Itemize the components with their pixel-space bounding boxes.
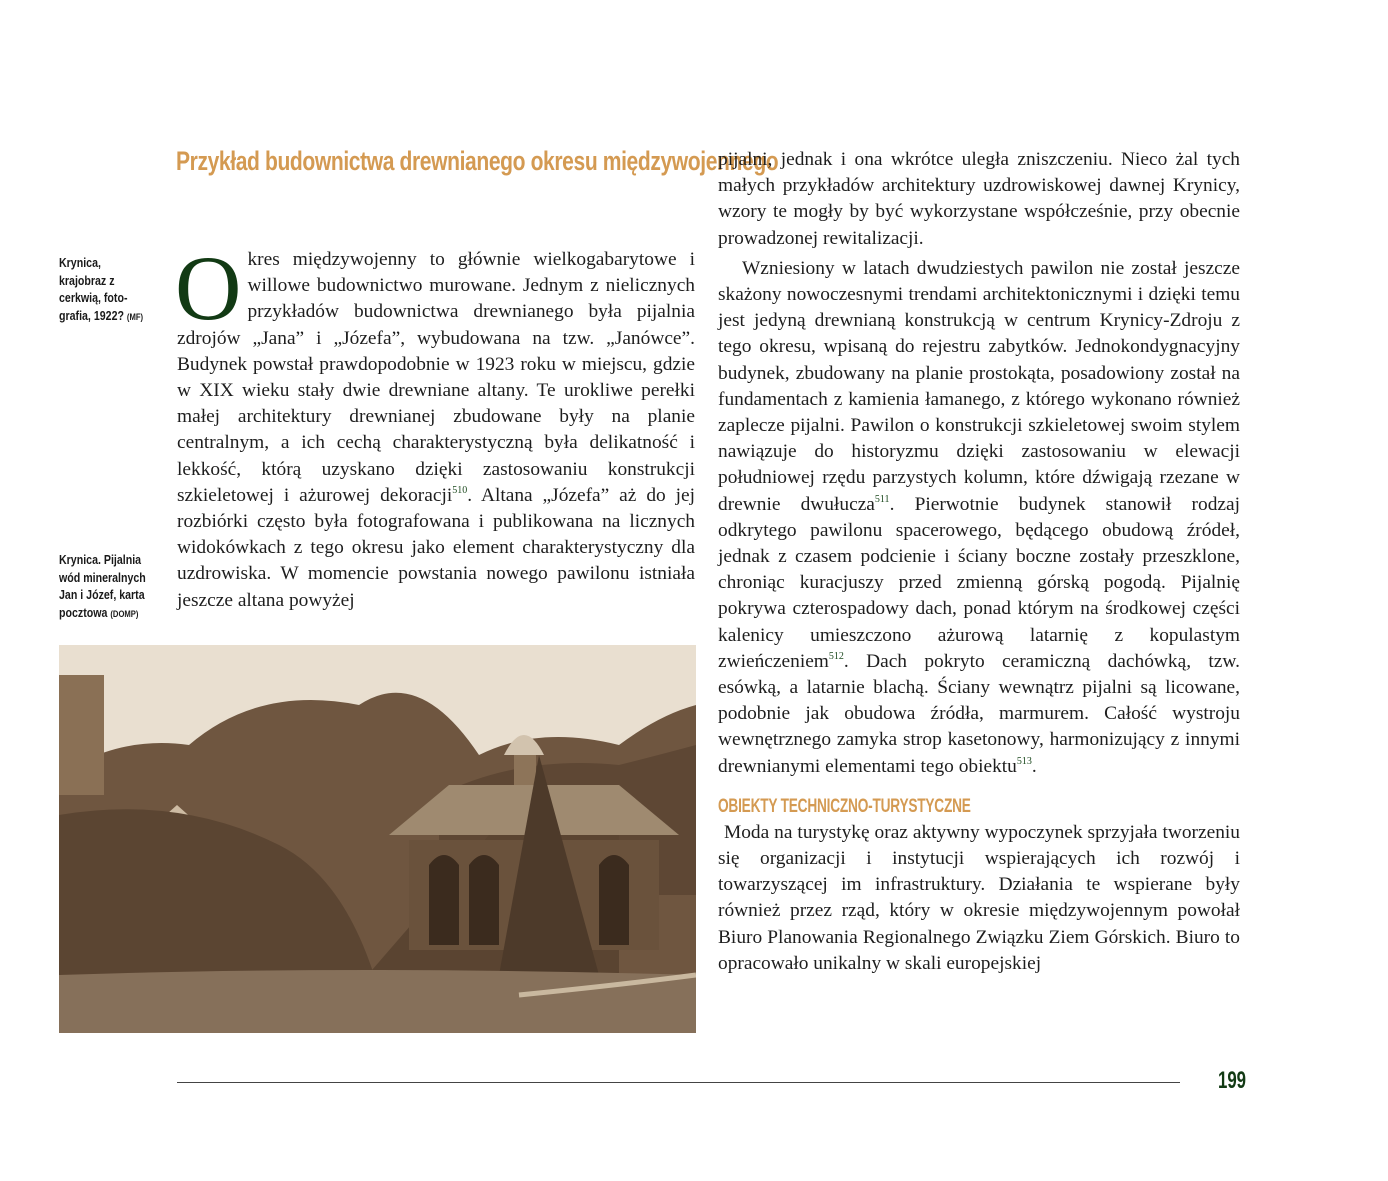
caption-text: Krynica, krajobraz z cerkwią, foto-grafia, 1922?	[59, 256, 128, 323]
footnote-ref-511[interactable]: 511	[874, 493, 890, 505]
footer-rule	[177, 1082, 1180, 1083]
paragraph	[718, 256, 1240, 780]
paragraph-text: Wzniesiony w latach dwudziestych pawilon nie został jeszcze skażony nowoczesnymi trendami architektonicznymi i dzięki temu jest jedyną drewnianą konstrukcją w centrum Krynicy-Zdroju z tego okresu, wpisaną do rejestru zabytków. Jednokondygnacyjny budynek, zbudowany na planie prostokąta, posadowiony został na fundamentach z kamienia łamanego, z którego wykonano również zaplecze pijalni. Pawilon o konstrukcji szkieletowej swoim stylem nawiązuje do historyzmu dzięki zastosowaniu w elewacji południowej rzędu parzystych kolumn, które dźwigają rzezane w drewnie dwułucza	[718, 257, 1240, 515]
right-text-column	[718, 147, 1240, 977]
paragraph	[175, 237, 695, 614]
paragraph-text: . Pierwotnie budynek stanowił rodzaj odkrytego pawilonu spacerowego, będącego obudową źródeł, jednak z czasem podcienie i ściany boczne zostały przeszklone, chroniąc kuracjuszy przed zmienną górską pogodą. Pijalnię pokrywa czterospadowy dach, ponad którym na środkowej części kalenicy umieszczono ażurową latarnię z kopulastym zwieńczeniem	[718, 493, 1240, 672]
paragraph-text: . Dach pokryto ceramiczną dachówką, tzw. esówką, a latarnie blachą. Ściany wewnątrz pijalni są licowane, podobnie jak obudowa źródła, marmurem. Całość wystroju wewnętrznego zamyka strop kasetonowy, harmonizujący z innymi drewnianymi elementami tego obiektu	[718, 650, 1240, 777]
page-number: 199	[1218, 1067, 1247, 1094]
photo-caption-2	[59, 552, 148, 623]
footnote-ref-510[interactable]: 510	[452, 484, 468, 496]
paragraph-text: kres międzywojenny to głównie wielkogabarytowe i willowe budownictwo murowane. Jednym z nielicznych przykładów budownictwa drewnianego była pijalnia zdrojów „Jana” i „Józefa”, wybudowana na tzw. „Janówce”. Budynek powstał prawdopodobnie w 1923 roku w miejscu, gdzie w XIX wieku stały dwie drewniane altany. Te urokliwe perełki małej architektury drewnianej zbudowane były na planie centralnym, a ich cechą charakterystyczną była delikatność i lekkość, którą uzyskano dzięki zastosowaniu konstrukcji szkieletowej i ażurowej dekoracji	[177, 249, 695, 506]
footnote-ref-512[interactable]: 512	[828, 650, 844, 662]
caption-source: (DOMP)	[110, 608, 139, 619]
caption-text: Krynica. Pijalnia wód mineralnych Jan i Józef, karta pocztowa	[59, 553, 146, 620]
footnote-ref-513[interactable]: 513	[1016, 755, 1032, 767]
section-heading: Przykład budownictwa drewnianego okresu międzywojennego	[176, 146, 779, 176]
photo-illustration	[59, 645, 696, 1033]
drop-cap: O	[175, 237, 242, 339]
paragraph-text: .	[1031, 755, 1037, 777]
caption-source: (MF)	[126, 311, 144, 322]
paragraph: Moda na turystykę oraz aktywny wypoczynek sprzyjała tworzeniu się organizacji i instytucji wspierających ich rozwój i towarzyszącej im infrastruktury. Działania te wspierane były również przez rząd, który w okresie międzywojennym powołał Biuro Planowania Regionalnego Związku Ziem Górskich. Biuro to opracowało unikalny w skali europejskiej	[718, 821, 1240, 974]
paragraph: pijalni, jednak i ona wkrótce uległa zniszczeniu. Nieco żal tych małych przykładów architektury uzdrowiskowej dawnej Krynicy, wzory te mogły by być wykorzystane współcześnie, przy obecnie prowadzonej rewitalizacji.	[718, 149, 1240, 249]
photo-caption-1	[59, 255, 148, 326]
sub-heading: OBIEKTY TECHNICZNO-TURYSTYCZNE	[718, 795, 971, 817]
paragraph-text: . Altana „Józefa” aż do jej rozbiórki często była fotografowana i publikowana na licznych widokówkach z tego okresu jako element charakterystyczny dla uzdrowiska. W momencie powstania nowego pawilonu istniała jeszcze altana powyżej	[177, 484, 695, 611]
historical-photo-pump-room	[59, 645, 696, 1033]
left-text-column	[175, 237, 695, 614]
